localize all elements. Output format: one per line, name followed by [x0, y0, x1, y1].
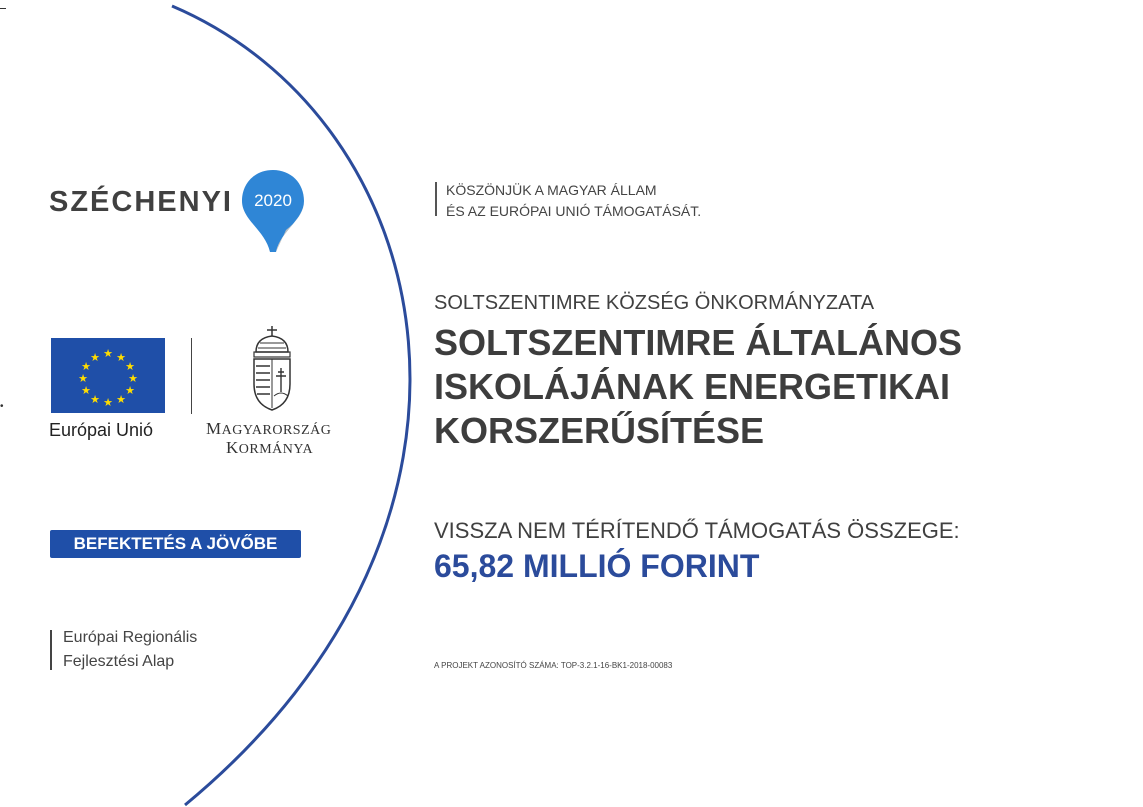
svg-text:★: ★ — [81, 360, 91, 373]
government-label-line1: MAGYARORSZÁG — [206, 419, 332, 438]
szechenyi-year: 2020 — [254, 191, 292, 210]
fund-line2: Fejlesztési Alap — [63, 653, 175, 670]
fund-line1: Európai Regionális — [63, 629, 198, 646]
svg-text:★: ★ — [103, 396, 113, 409]
grant-amount-label: VISSZA NEM TÉRÍTENDŐ TÁMOGATÁS ÖSSZEGE: — [434, 518, 960, 543]
beneficiary: SOLTSZENTIMRE KÖZSÉG ÖNKORMÁNYZATA — [434, 292, 875, 314]
corner-mark — [0, 8, 6, 9]
project-title-line3: KORSZERŰSÍTÉSE — [434, 410, 765, 451]
map-pin-icon — [240, 168, 306, 258]
eu-label: Európai Unió — [49, 420, 154, 440]
svg-text:★: ★ — [103, 347, 113, 360]
szechenyi-logo-text: SZÉCHENYI — [49, 186, 233, 218]
svg-text:★: ★ — [128, 372, 138, 385]
project-title-line2: ISKOLÁJÁNAK ENERGETIKAI — [434, 366, 951, 407]
logo-divider — [191, 338, 192, 414]
government-label-line2: KORMÁNYA — [226, 438, 314, 457]
svg-text:★: ★ — [125, 360, 135, 373]
eu-flag — [51, 338, 165, 413]
coat-of-arms-icon — [248, 326, 296, 412]
fund-bar — [50, 630, 52, 670]
grant-amount-value: 65,82 MILLIÓ FORINT — [434, 548, 760, 584]
side-mark: • — [0, 401, 4, 412]
project-title-line1: SOLTSZENTIMRE ÁLTALÁNOS — [434, 322, 962, 363]
svg-text:★: ★ — [116, 393, 126, 406]
thanks-line2: ÉS AZ EURÓPAI UNIÓ TÁMOGATÁSÁT. — [446, 203, 702, 219]
svg-text:★: ★ — [116, 351, 126, 364]
thanks-bar — [435, 182, 437, 216]
invest-in-future-badge: BEFEKTETÉS A JÖVŐBE — [50, 530, 301, 558]
svg-text:★: ★ — [90, 393, 100, 406]
project-id: A PROJEKT AZONOSÍTÓ SZÁMA: TOP-3.2.1-16-BK1-2018-00083 — [434, 661, 673, 670]
svg-text:★: ★ — [78, 372, 88, 385]
svg-text:★: ★ — [81, 384, 91, 397]
thanks-line1: KÖSZÖNJÜK A MAGYAR ÁLLAM — [446, 182, 657, 198]
eu-stars-icon — [51, 338, 165, 413]
svg-text:★: ★ — [90, 351, 100, 364]
svg-text:★: ★ — [125, 384, 135, 397]
